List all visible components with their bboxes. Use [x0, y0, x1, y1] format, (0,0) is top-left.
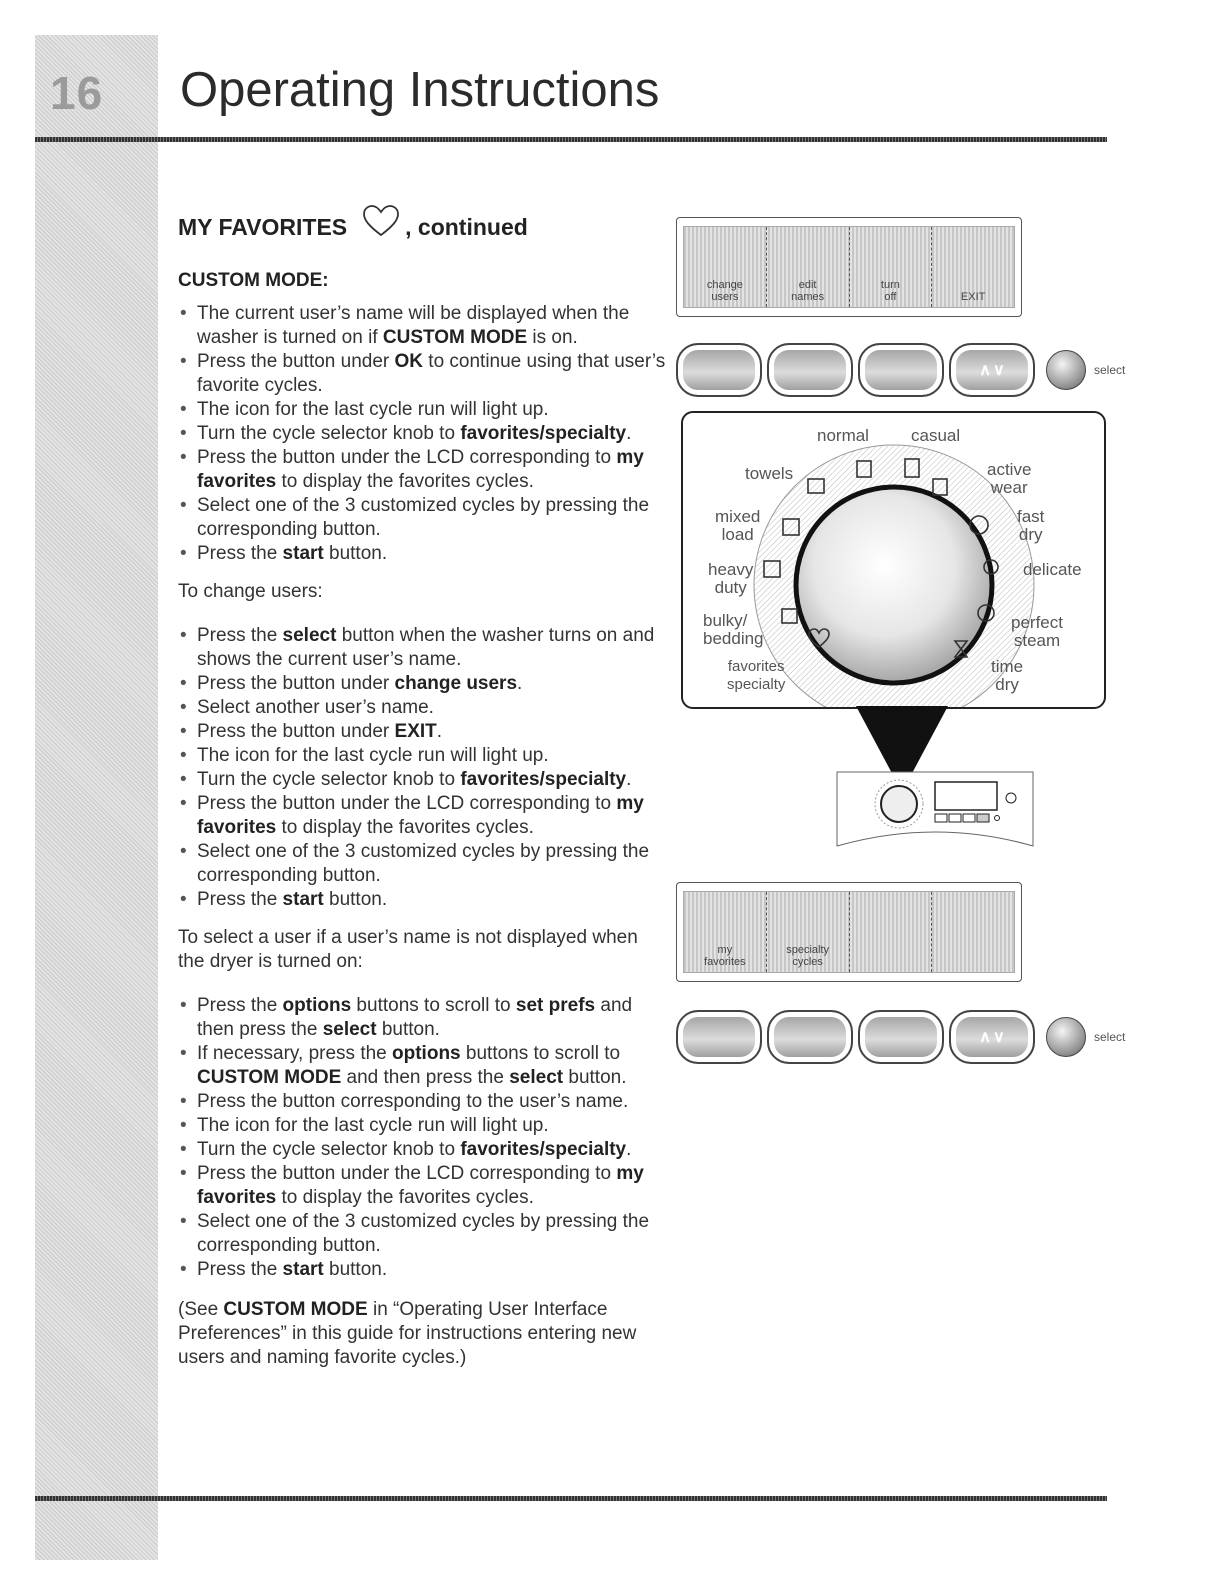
lcd-button-2[interactable] — [767, 1010, 853, 1064]
options-buttons[interactable] — [949, 343, 1035, 397]
page-sidebar-band — [35, 35, 158, 1560]
dial-label-time-dry: time dry — [991, 657, 1024, 694]
list-item: • The icon for the last cycle run will light up. — [178, 1114, 668, 1138]
list-item: • Select one of the 3 customized cycles by pressing the corresponding button. — [178, 840, 668, 888]
closing-note: (See CUSTOM MODE in “Operating User Interface Preferences” in this guide for instructions entering new users and naming favorite cycles.) — [178, 1299, 637, 1368]
heart-icon — [361, 204, 401, 238]
cycle-selector-dial — [681, 411, 1106, 709]
lcd-button-1[interactable] — [676, 1010, 762, 1064]
select-user-steps — [178, 994, 668, 1282]
control-button-row-top — [676, 343, 1125, 397]
custom-mode-label: CUSTOM MODE: — [178, 270, 329, 291]
arrow-down-icon: ∨ — [993, 1029, 1005, 1046]
dial-label-normal: normal — [817, 426, 869, 445]
page-title: Operating Instructions — [180, 63, 660, 117]
lcd-cell: turn off — [850, 227, 933, 307]
arrow-up-icon: ∧ — [979, 1029, 991, 1046]
list-item: • Select one of the 3 customized cycles by pressing the corresponding button. — [178, 1210, 668, 1258]
select-label: select — [1094, 363, 1126, 377]
lcd-screen — [683, 891, 1015, 973]
bottom-rule — [35, 1496, 1107, 1501]
list-item: • Press the button under the LCD corresponding to my favorites to display the favorites cycles. — [178, 446, 668, 494]
lcd-screen — [683, 226, 1015, 308]
list-item: • Turn the cycle selector knob to favorites/specialty. — [178, 422, 668, 446]
dial-label-active-wear: active wear — [987, 460, 1032, 497]
list-item: • Press the options buttons to scroll to set prefs and then press the select button. — [178, 994, 668, 1042]
control-button-row-bottom — [676, 1010, 1125, 1064]
list-item: • Press the start button. — [178, 888, 668, 912]
list-item: • Select one of the 3 customized cycles by pressing the corresponding button. — [178, 494, 668, 542]
lcd-button-3[interactable] — [858, 343, 944, 397]
list-item: • Press the button under EXIT. — [178, 720, 668, 744]
list-item: • Turn the cycle selector knob to favorites/specialty. — [178, 1138, 668, 1162]
lcd-cell: EXIT — [960, 291, 986, 303]
list-item: • Press the button under change users. — [178, 672, 668, 696]
arrow-down-icon: ∨ — [993, 362, 1005, 379]
select-label: select — [1094, 1030, 1126, 1044]
list-item: • Press the start button. — [178, 1258, 668, 1282]
main-content — [178, 210, 668, 1384]
lcd-cell: edit names — [767, 227, 850, 307]
top-rule — [35, 137, 1107, 142]
list-item: • Press the select button when the washer turns on and shows the current user’s name. — [178, 624, 668, 672]
lcd-cell — [932, 892, 1014, 972]
lcd-button-1[interactable] — [676, 343, 762, 397]
dial-label-mixed-load: mixed load — [715, 507, 761, 544]
list-item: • Turn the cycle selector knob to favorites/specialty. — [178, 768, 668, 792]
lcd-display-top — [676, 217, 1022, 317]
lcd-button-3[interactable] — [858, 1010, 944, 1064]
dial-label-delicate: delicate — [1023, 560, 1082, 579]
list-item: • The icon for the last cycle run will light up. — [178, 744, 668, 768]
dial-label-casual: casual — [911, 426, 961, 445]
lcd-cell: my favorites — [684, 892, 767, 972]
list-item: • The icon for the last cycle run will light up. — [178, 398, 668, 422]
dial-label-heavy-duty: heavy duty — [708, 560, 754, 597]
dial-label-favorites-specialty: favorites specialty — [727, 658, 786, 693]
lcd-cell: change users — [684, 227, 767, 307]
options-buttons[interactable] — [949, 1010, 1035, 1064]
select-button[interactable] — [1046, 1017, 1086, 1057]
arrow-up-icon: ∧ — [979, 362, 991, 379]
list-item: • Press the start button. — [178, 542, 668, 566]
custom-mode-steps — [178, 302, 668, 566]
list-item: • The current user’s name will be displayed when the washer is turned on if CUSTOM MODE is on. — [178, 302, 668, 350]
section-title-suffix: , continued — [405, 213, 528, 240]
section-title: MY FAVORITES — [178, 213, 348, 240]
change-users-intro: To change users: — [178, 581, 323, 602]
dial-label-fast-dry: fast dry — [1017, 507, 1045, 544]
list-item: • Press the button under OK to continue using that user’s favorite cycles. — [178, 350, 668, 398]
lcd-display-bottom — [676, 882, 1022, 982]
control-panel-overview — [835, 770, 1035, 848]
lcd-cell: specialty cycles — [767, 892, 850, 972]
section-heading — [178, 210, 668, 244]
list-item: • Press the button corresponding to the user’s name. — [178, 1090, 668, 1114]
list-item: • If necessary, press the options buttons to scroll to CUSTOM MODE and then press the select button. — [178, 1042, 668, 1090]
list-item: • Select another user’s name. — [178, 696, 668, 720]
lcd-cell — [850, 892, 933, 972]
dial-label-perfect-steam: perfect steam — [1011, 613, 1063, 650]
select-button[interactable] — [1046, 350, 1086, 390]
select-user-intro: To select a user if a user’s name is not displayed when the dryer is turned on: — [178, 927, 638, 972]
list-item: • Press the button under the LCD corresponding to my favorites to display the favorites cycles. — [178, 1162, 668, 1210]
dial-label-towels: towels — [745, 464, 794, 483]
dial-label-bulky-bedding: bulky/ bedding — [703, 611, 764, 648]
change-users-steps — [178, 624, 668, 912]
lcd-button-2[interactable] — [767, 343, 853, 397]
list-item: • Press the button under the LCD corresponding to my favorites to display the favorites cycles. — [178, 792, 668, 840]
page-number: 16 — [50, 67, 104, 119]
